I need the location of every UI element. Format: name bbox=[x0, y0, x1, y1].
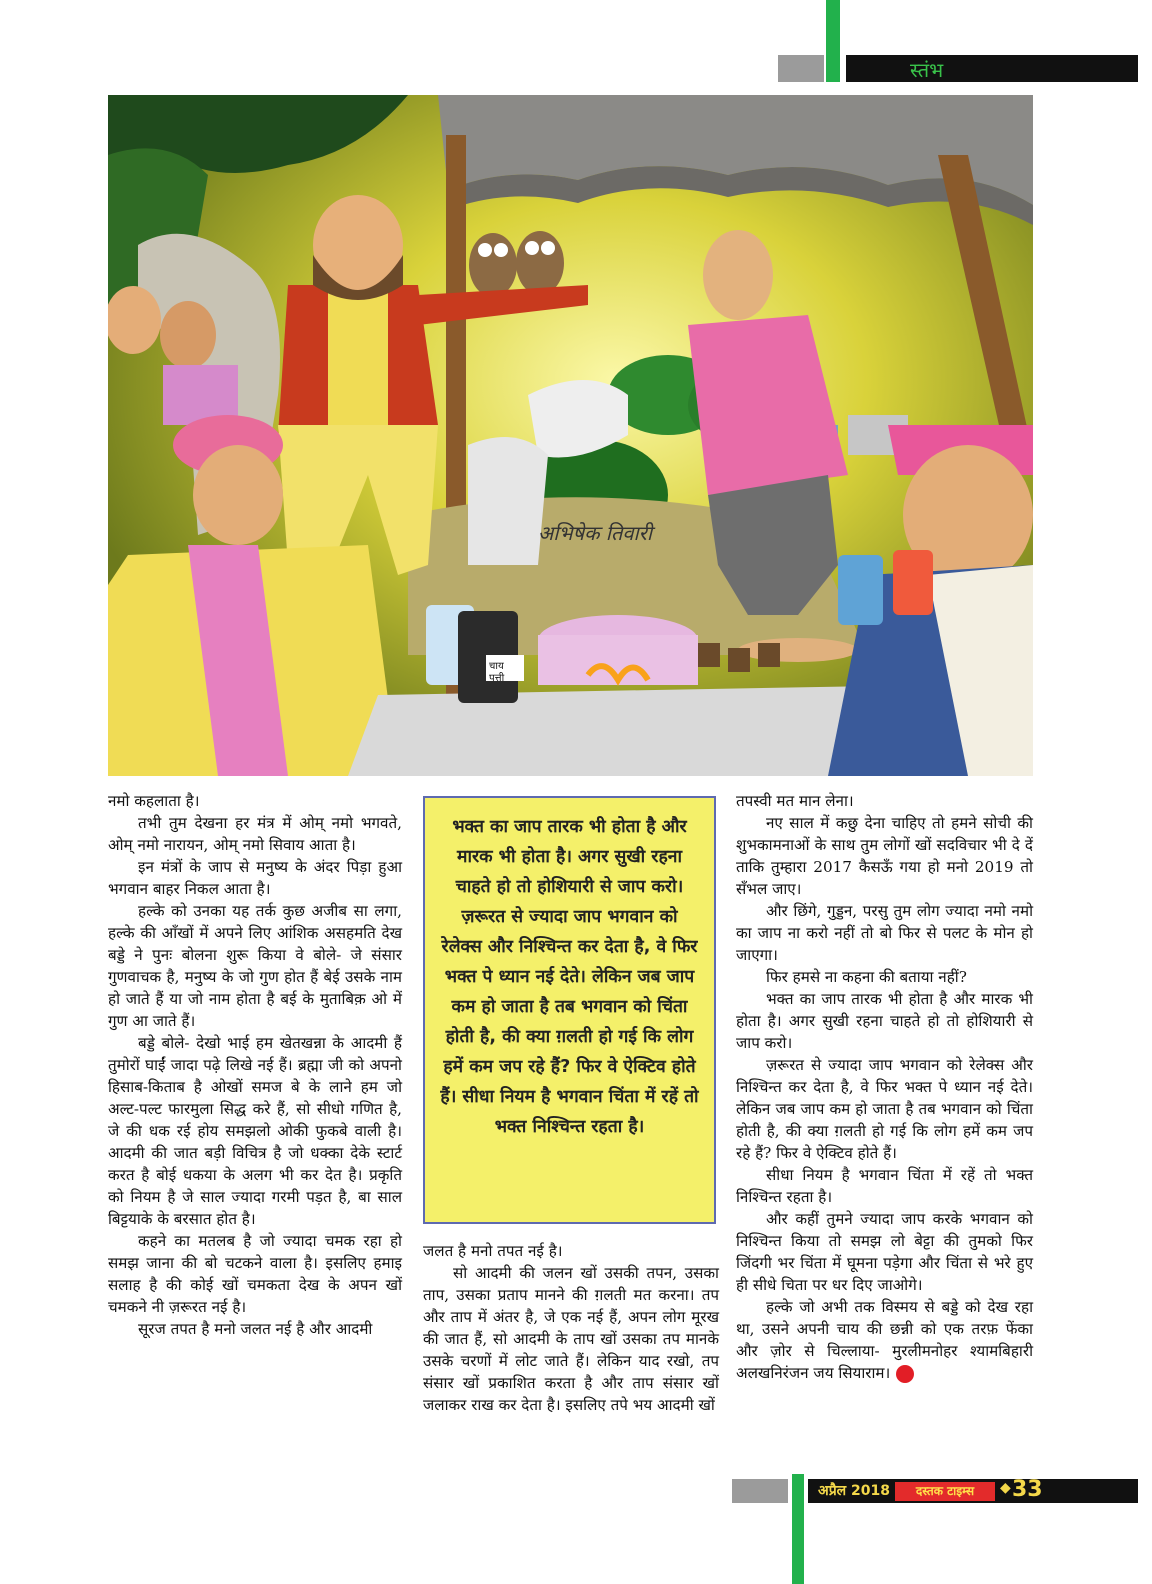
paragraph: और कहीं तुमने ज्यादा जाप करके भगवान को निश्चिन्त किया तो समझ लो बेट्टा की तुमको फिर जिंदगी भर चिंता में घूमना पड़ेगा और चिंता से भरे हुए ही सीधे चिता पर धर दिए जाओगे। bbox=[736, 1210, 1033, 1294]
final-text: हल्के जो अभी तक विस्मय से बड्डे को देख रहा था, उसने अपनी चाय की छन्नी को एक तरफ़ फेंका और ज़ोर से चिल्लाया- मुरलीमनोहर श्यामबिहारी अलखनिरंजन जय सियाराम। bbox=[736, 1298, 1033, 1382]
page-number: 33 bbox=[1012, 1477, 1043, 1502]
paragraph: इन मंत्रों के जाप से मनुष्य के अंदर पिड़ा हुआ भगवान बाहर निकल आता है। bbox=[108, 858, 402, 898]
issue-date: अप्रैल 2018 bbox=[818, 1483, 890, 1499]
article-column-3 bbox=[736, 790, 1033, 1384]
paragraph: फिर हमसे ना कहना की बताया नहीं? bbox=[766, 968, 967, 986]
paragraph: नमो कहलाता है। bbox=[108, 792, 200, 810]
jar-label-leaves: पत्ती bbox=[489, 673, 505, 684]
separator-diamond-icon: ◆ bbox=[1000, 1480, 1011, 1496]
paragraph: सूरज तपत है मनो जलत नई है और आदमी bbox=[138, 1320, 373, 1338]
end-mark-icon bbox=[896, 1365, 914, 1383]
paragraph: नए साल में कछु देना चाहिए तो हमने सोची की शुभकामनाओं के साथ तुम लोगों खों सदविचार भी दे दें ताकि तुम्हारा 2017 कैसऊँ गया हो मनो 2019 तो सँभल जाए। bbox=[736, 814, 1033, 898]
paragraph: तपस्वी मत मान लेना। bbox=[736, 792, 854, 810]
article-column-2 bbox=[423, 1240, 719, 1416]
header-gray-block bbox=[778, 55, 824, 82]
pull-quote: भक्त का जाप तारक भी होता है और मारक भी होता है। अगर सुखी रहना चाहते हो तो होशियारी से जाप करो। ज़रूरत से ज्यादा जाप भगवान को रेलेक्स और निश्चिन्त कर देता है, वे फिर भक्त पे ध्यान नई देते। लेकिन जब जाप कम हो जाता है तब भगवान को चिंता होती है, की क्या ग़लती हो गई कि लोग हमें कम जप रहे हैं? फिर वे ऐक्टिव होते हैं। सीधा नियम है भगवान चिंता में रहें तो भक्त निश्चिन्त रहता है। bbox=[423, 796, 716, 1224]
paragraph: ज़रूरत से ज्यादा जाप भगवान को रेलेक्स और निश्चिन्त कर देता है, वे फिर भक्त पे ध्यान नई देते। लेकिन जब जाप कम हो जाता है तब भगवान को चिंता होती है, की क्या ग़लती हो गई कि लोग हमें कम जप रहे हैं? फिर वे ऐक्टिव होते हैं। bbox=[736, 1056, 1033, 1162]
paragraph: सीधा नियम है भगवान चिंता में रहें तो भक्त निश्चिन्त रहता है। bbox=[736, 1166, 1033, 1206]
header-green-bar bbox=[826, 0, 840, 82]
paragraph: जलत है मनो तपत नई है। bbox=[423, 1242, 563, 1260]
cartoon-illustration bbox=[108, 95, 1033, 776]
header-black-band bbox=[846, 55, 1138, 82]
paragraph: और छिंगे, गुड्डन, परसु तुम लोग ज्यादा नमो नमो का जाप ना करो नहीं तो बो फिर से पलट के मोन हो जाएगा। bbox=[736, 902, 1033, 964]
section-label: स्तंभ bbox=[910, 58, 944, 82]
paragraph: सो आदमी की जलन खों उसकी तपन, उसका ताप, उसका प्रताप मानने की ग़लती मत करना। तप और ताप में अंतर है, जे एक नई हैं, अपन लोग मूरख की जात हैं, सो आदमी के ताप खों उसका तप मानके उसके चरणों में लोट जाते हैं। लेकिन याद रखो, तप संसार खों प्रकाशित करता है और ताप संसार खों जलाकर राख कर देता है। इसलिए तपे भय आदमी खों bbox=[423, 1264, 719, 1414]
footer-gray-block bbox=[732, 1479, 788, 1503]
magazine-name: दस्तक टाइम्स bbox=[915, 1484, 975, 1498]
paragraph: हल्के को उनका यह तर्क कुछ अजीब सा लगा, हल्के की आँखों में अपने लिए आंशिक असहमति देख बड्डे ने पुनः बोलना शुरू किया वे बोले- जे संसार गुणवाचक है, मनुष्य के जो गुण होत हैं बेई उसके नाम हो जाते हैं या जो नाम होता है बई के मुताबिक़ ओ में गुण आ जाते हैं। bbox=[108, 902, 402, 1030]
footer-green-bar bbox=[792, 1474, 804, 1584]
paragraph-final bbox=[736, 1296, 1033, 1384]
artist-signature: अभिषेक तिवारी bbox=[538, 521, 653, 545]
paragraph: तभी तुम देखना हर मंत्र में ओम् नमो भगवते, ओम् नमो नारायन, ओम् नमो सिवाय आता है। bbox=[108, 814, 402, 854]
magazine-logo bbox=[895, 1482, 995, 1501]
paragraph: बड्डे बोले- देखो भाई हम खेतखन्ना के आदमी हैं तुमोरों घाईं जादा पढ़े लिखे नई हैं। ब्रह्मा जी को अपनो हिसाब-किताब है ओखों समज बे के लाने हम जो अल्ट-पल्ट फारमुला सिद्ध करे हैं, सो सीधो गणित है, जे की धक रई होय समझलो ओकी फुकबे वाली है। आदमी की जात बड़ी विचित्र है जो धक्का देके स्टार्ट करत है बोई धकया के अलग भी कर देत है। प्रकृति को नियम है जे साल ज्यादा गरमी पड़त है, बा साल बिट्टयाके के बरसात होत है। bbox=[108, 1034, 402, 1228]
paragraph: कहने का मतलब है जो ज्यादा चमक रहा हो समझ जाना की बो चटकने वाला है। इसलिए हमाइ सलाह है की कोई खों चमकता देख के अपन खों चमकने नी ज़रूरत नई है। bbox=[108, 1232, 402, 1316]
article-column-1 bbox=[108, 790, 402, 1340]
paragraph: भक्त का जाप तारक भी होता है और मारक भी होता है। अगर सुखी रहना चाहते हो तो होशियारी से जाप करो। bbox=[736, 990, 1033, 1052]
jar-label-tea: चाय bbox=[489, 661, 504, 672]
